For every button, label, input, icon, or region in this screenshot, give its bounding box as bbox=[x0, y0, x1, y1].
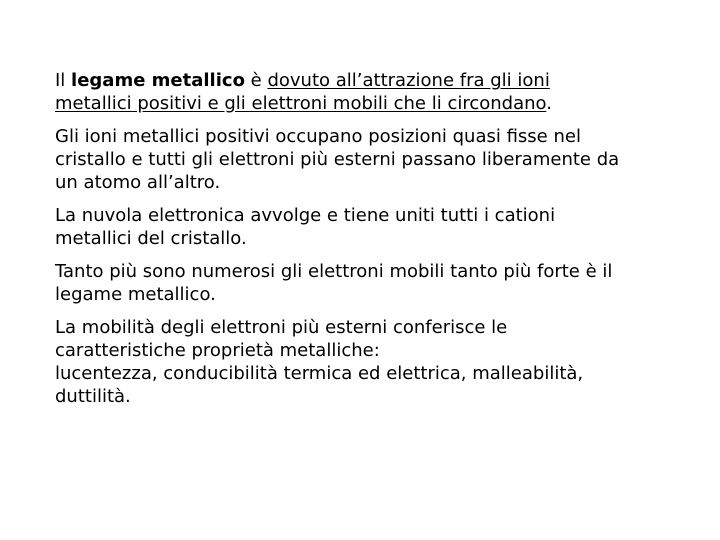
paragraph-bond-strength bbox=[55, 260, 695, 306]
text-line: duttilità. bbox=[55, 386, 131, 407]
text-line: legame metallico. bbox=[55, 284, 216, 305]
text-line: lucentezza, conducibilità termica ed elettrica, malleabilità, bbox=[55, 363, 584, 384]
text-line: Tanto più sono numerosi gli elettroni mobili tanto più forte è il bbox=[55, 261, 613, 282]
text-run: Il bbox=[55, 70, 72, 91]
paragraph-electron-cloud bbox=[55, 204, 695, 250]
text-line: Gli ioni metallici positivi occupano posizioni quasi fisse nel bbox=[55, 126, 581, 147]
text-line: metallici del cristallo. bbox=[55, 228, 247, 249]
text-line bbox=[55, 69, 695, 92]
underlined-text: dovuto all’attrazione fra gli ioni bbox=[267, 70, 550, 91]
text-line: La nuvola elettronica avvolge e tiene uniti tutti i cationi bbox=[55, 205, 556, 226]
text-line: La mobilità degli elettroni più esterni conferisce le bbox=[55, 317, 508, 338]
slide-body bbox=[55, 69, 695, 418]
text-run: . bbox=[546, 93, 552, 114]
text-run: è bbox=[244, 70, 268, 91]
paragraph-properties bbox=[55, 316, 695, 408]
text-line bbox=[55, 92, 695, 115]
text-line: un atomo all’altro. bbox=[55, 172, 221, 193]
paragraph-ions bbox=[55, 125, 695, 194]
text-line: cristallo e tutti gli elettroni più esterni passano liberamente da bbox=[55, 149, 620, 170]
bold-term: legame metallico bbox=[71, 70, 245, 91]
paragraph-definition bbox=[55, 69, 695, 115]
underlined-text: metallici positivi e gli elettroni mobili che li circondano bbox=[55, 93, 547, 114]
text-line: caratteristiche proprietà metalliche: bbox=[55, 340, 380, 361]
